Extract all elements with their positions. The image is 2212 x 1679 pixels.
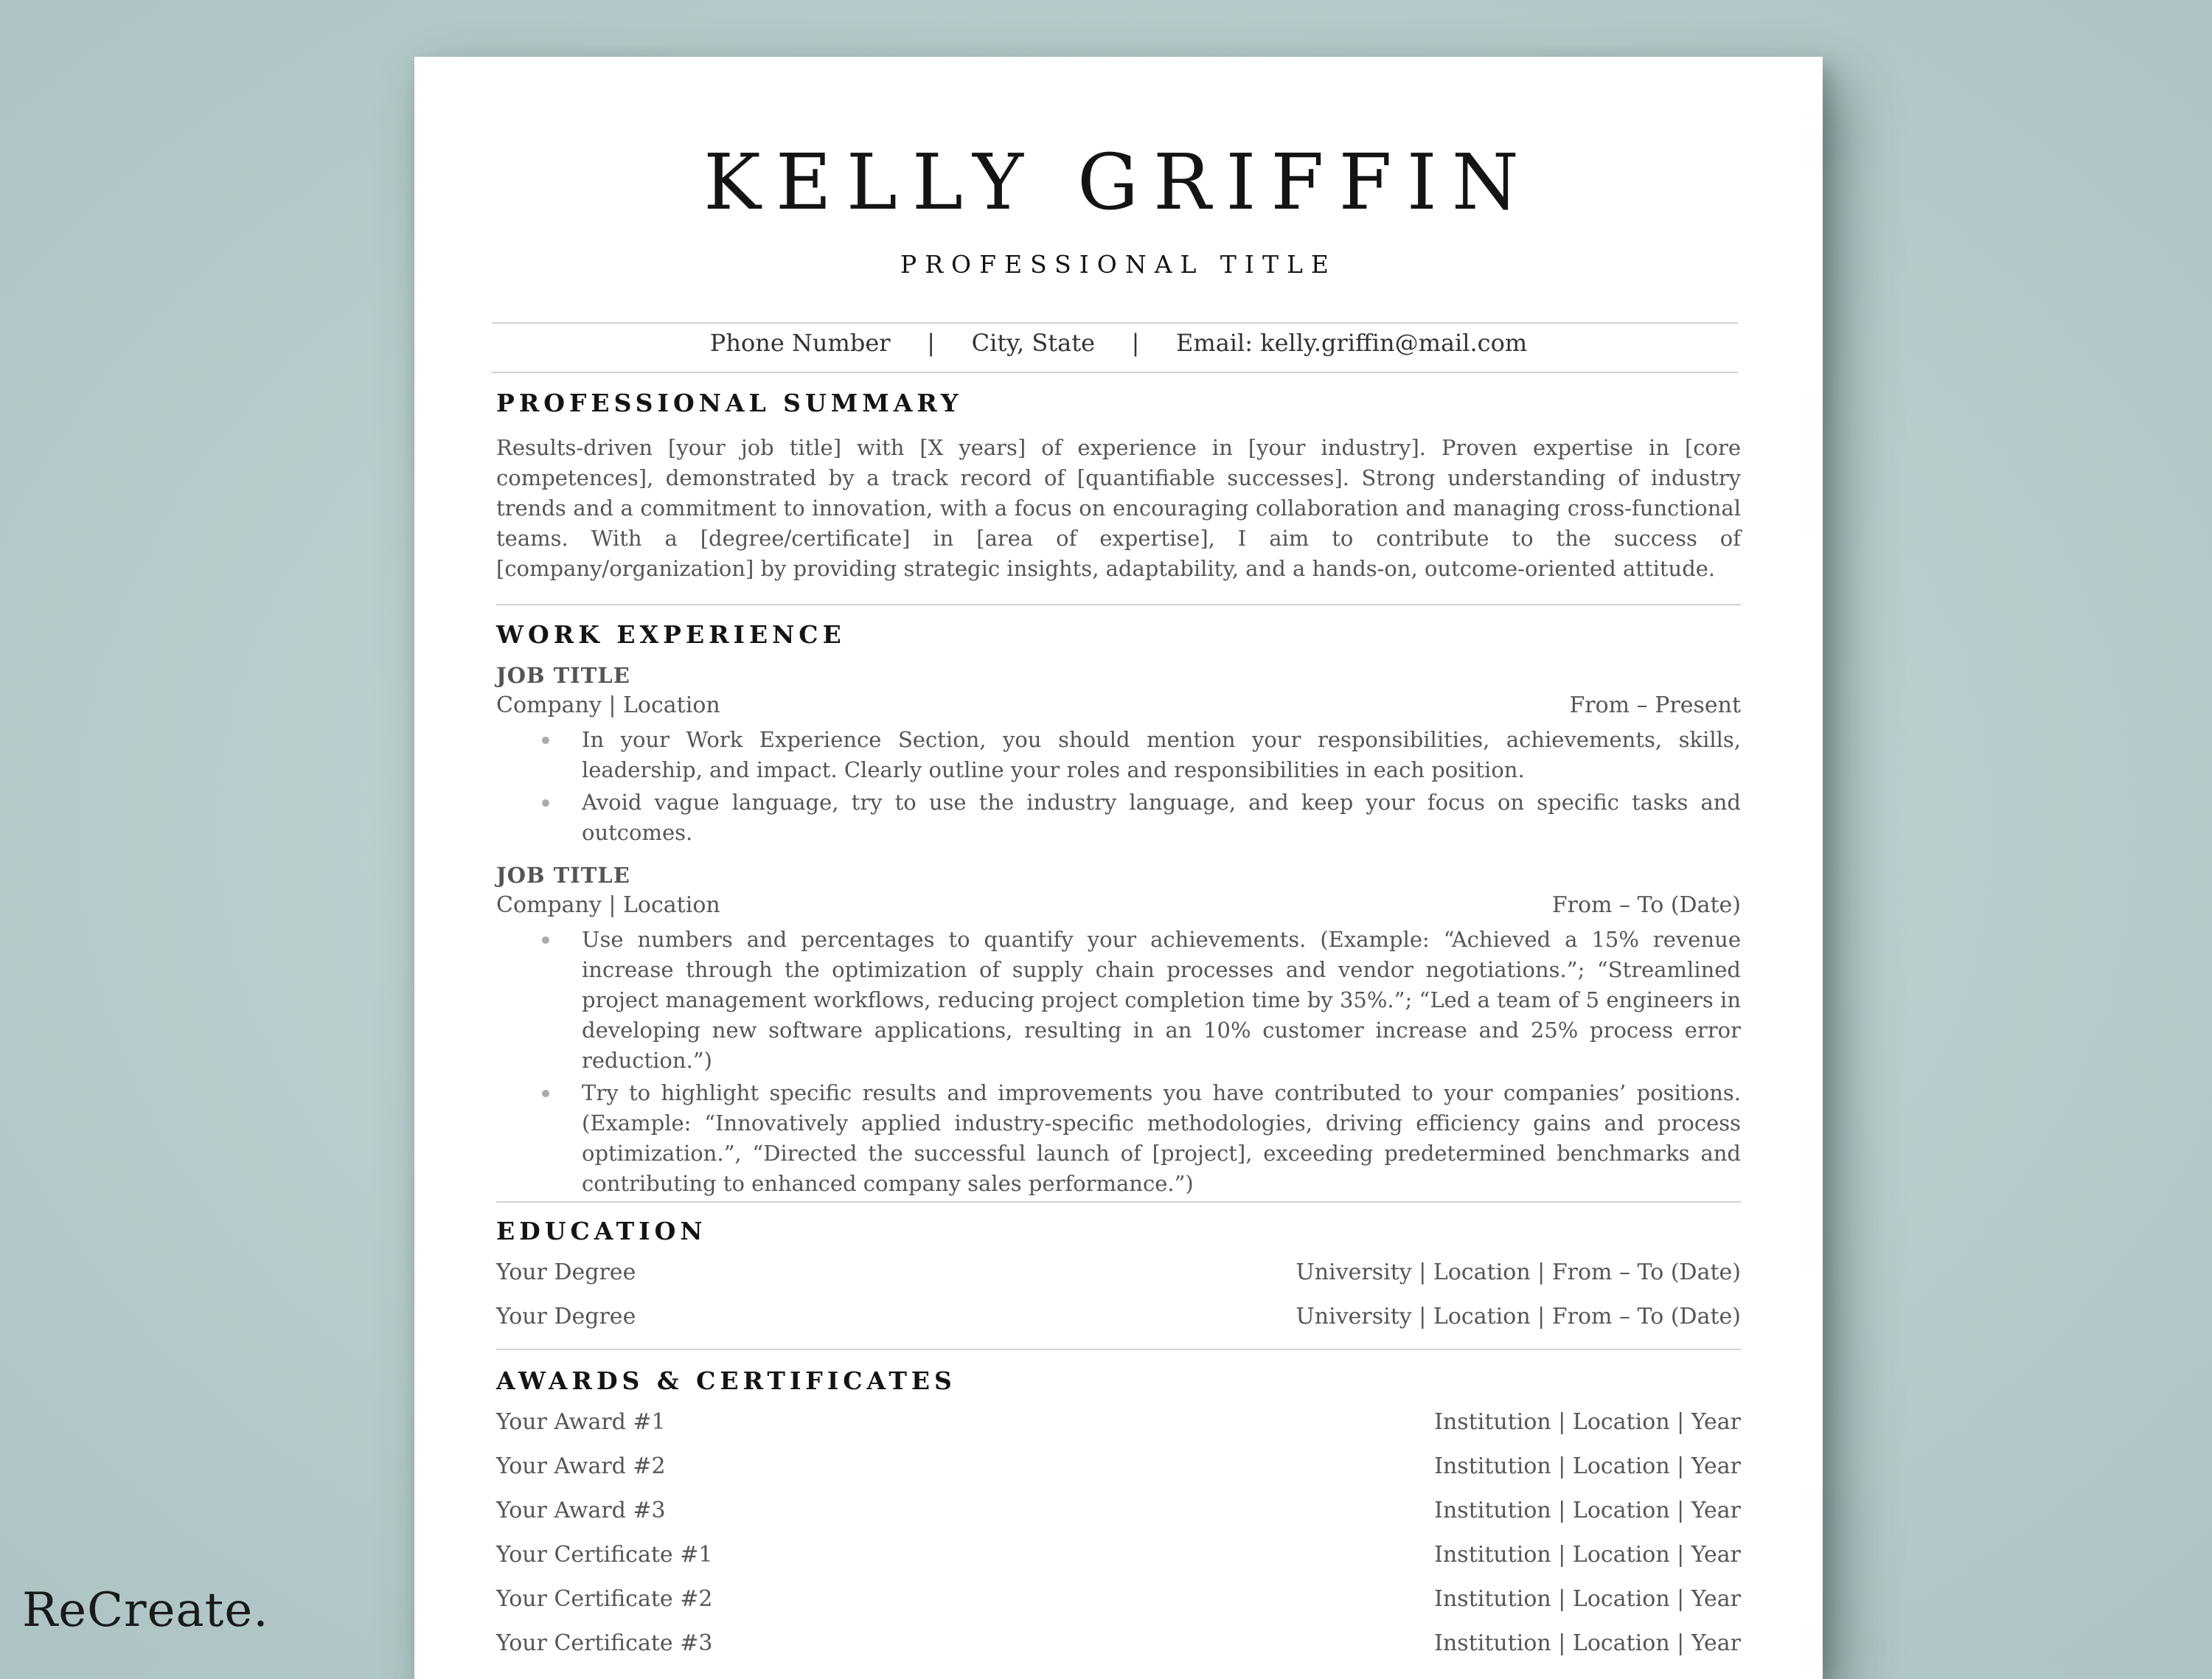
- contact-separator: |: [1131, 329, 1140, 357]
- job-company: Company | Location: [496, 692, 720, 718]
- section-divider: [496, 1201, 1741, 1203]
- award-detail: Institution | Location | Year: [1434, 1453, 1741, 1479]
- award-detail: Institution | Location | Year: [1434, 1409, 1741, 1435]
- section-title-education: EDUCATION: [496, 1217, 707, 1245]
- certificate-detail: Institution | Location | Year: [1434, 1542, 1741, 1568]
- education-detail: University | Location | From – To (Date): [1295, 1259, 1741, 1285]
- section-divider: [496, 1349, 1741, 1350]
- bullet-dot: [542, 936, 549, 944]
- contact-phone: Phone Number: [709, 329, 891, 357]
- job-title: JOB TITLE: [496, 863, 630, 888]
- job-bullets: [496, 725, 1741, 850]
- section-title-work: WORK EXPERIENCE: [496, 620, 846, 649]
- certificate-detail: Institution | Location | Year: [1434, 1586, 1741, 1612]
- award-name: Your Award #2: [496, 1453, 666, 1479]
- job-title: JOB TITLE: [496, 663, 630, 688]
- bullet-dot: [542, 799, 549, 807]
- education-degree: Your Degree: [496, 1259, 636, 1285]
- job-dates: From – To (Date): [1551, 892, 1741, 918]
- certificate-detail: Institution | Location | Year: [1434, 1630, 1741, 1656]
- resume-name: KELLY GRIFFIN: [703, 137, 1534, 227]
- contact-location: City, State: [971, 329, 1095, 357]
- bullet-dot: [542, 1090, 549, 1097]
- bullet-item: Use numbers and percentages to quantify your achievements. (Example: “Achieved a 15% revenue increase through the optimization of supply chain processes and vendor negotiations.”; “Streamlined project management workflows, reducing project completion time by 35%.”; “Led a team of 5 engineers in developing new software applications, resulting in an 10% customer increase and 25% process error reduction.”): [496, 925, 1741, 1076]
- bullet-item: Try to highlight specific results and improvements you have contributed to your companies’ positions. (Example: “Innovatively applied industry-specific methodologies, driving efficiency gains and process optimization.”, “Directed the successful launch of [project], exceeding predetermined benchmarks and contributing to enhanced company sales performance.”): [496, 1078, 1741, 1199]
- education-degree: Your Degree: [496, 1304, 636, 1329]
- bullet-dot: [542, 737, 549, 744]
- professional-title: PROFESSIONAL TITLE: [900, 250, 1337, 279]
- resume-page: [414, 57, 1823, 1679]
- job-dates: From – Present: [1569, 692, 1741, 718]
- contact-separator: |: [927, 329, 935, 357]
- resume-body: [496, 57, 1741, 1679]
- bullet-item: Avoid vague language, try to use the industry language, and keep your focus on specific tasks and outcomes.: [496, 788, 1741, 848]
- contact-line: [496, 331, 1741, 355]
- brand-logo: ReCreate.: [22, 1583, 269, 1638]
- job-company: Company | Location: [496, 892, 720, 918]
- certificate-name: Your Certificate #3: [496, 1630, 713, 1656]
- certificate-name: Your Certificate #2: [496, 1586, 713, 1612]
- contact-top-divider: [492, 322, 1738, 324]
- education-detail: University | Location | From – To (Date): [1295, 1304, 1741, 1329]
- certificate-name: Your Certificate #1: [496, 1542, 713, 1568]
- section-divider: [496, 604, 1741, 605]
- section-title-summary: PROFESSIONAL SUMMARY: [496, 389, 963, 417]
- section-title-awards: AWARDS & CERTIFICATES: [496, 1366, 956, 1395]
- contact-email: Email: kelly.griffin@mail.com: [1176, 329, 1528, 357]
- award-detail: Institution | Location | Year: [1434, 1498, 1741, 1523]
- job-bullets: [496, 925, 1741, 1201]
- award-name: Your Award #1: [496, 1409, 666, 1435]
- bullet-item: In your Work Experience Section, you should mention your responsibilities, achievements, skills, leadership, and impact. Clearly outline your roles and responsibilities in each position.: [496, 725, 1741, 785]
- award-name: Your Award #3: [496, 1498, 666, 1523]
- summary-text: Results-driven [your job title] with [X years] of experience in [your industry]. Proven expertise in [core competences], demonstrated by a track record of [quantifiable successes]. Strong understanding of industry trends and a commitment to innovation, with a focus on encouraging collaboration and managing cross-functional teams. With a [degree/certificate] in [area of expertise], I aim to contribute to the success of [company/organization] by providing strategic insights, adaptability, and a hands-on, outcome-oriented attitude.: [496, 435, 1741, 581]
- contact-bottom-divider: [492, 372, 1738, 373]
